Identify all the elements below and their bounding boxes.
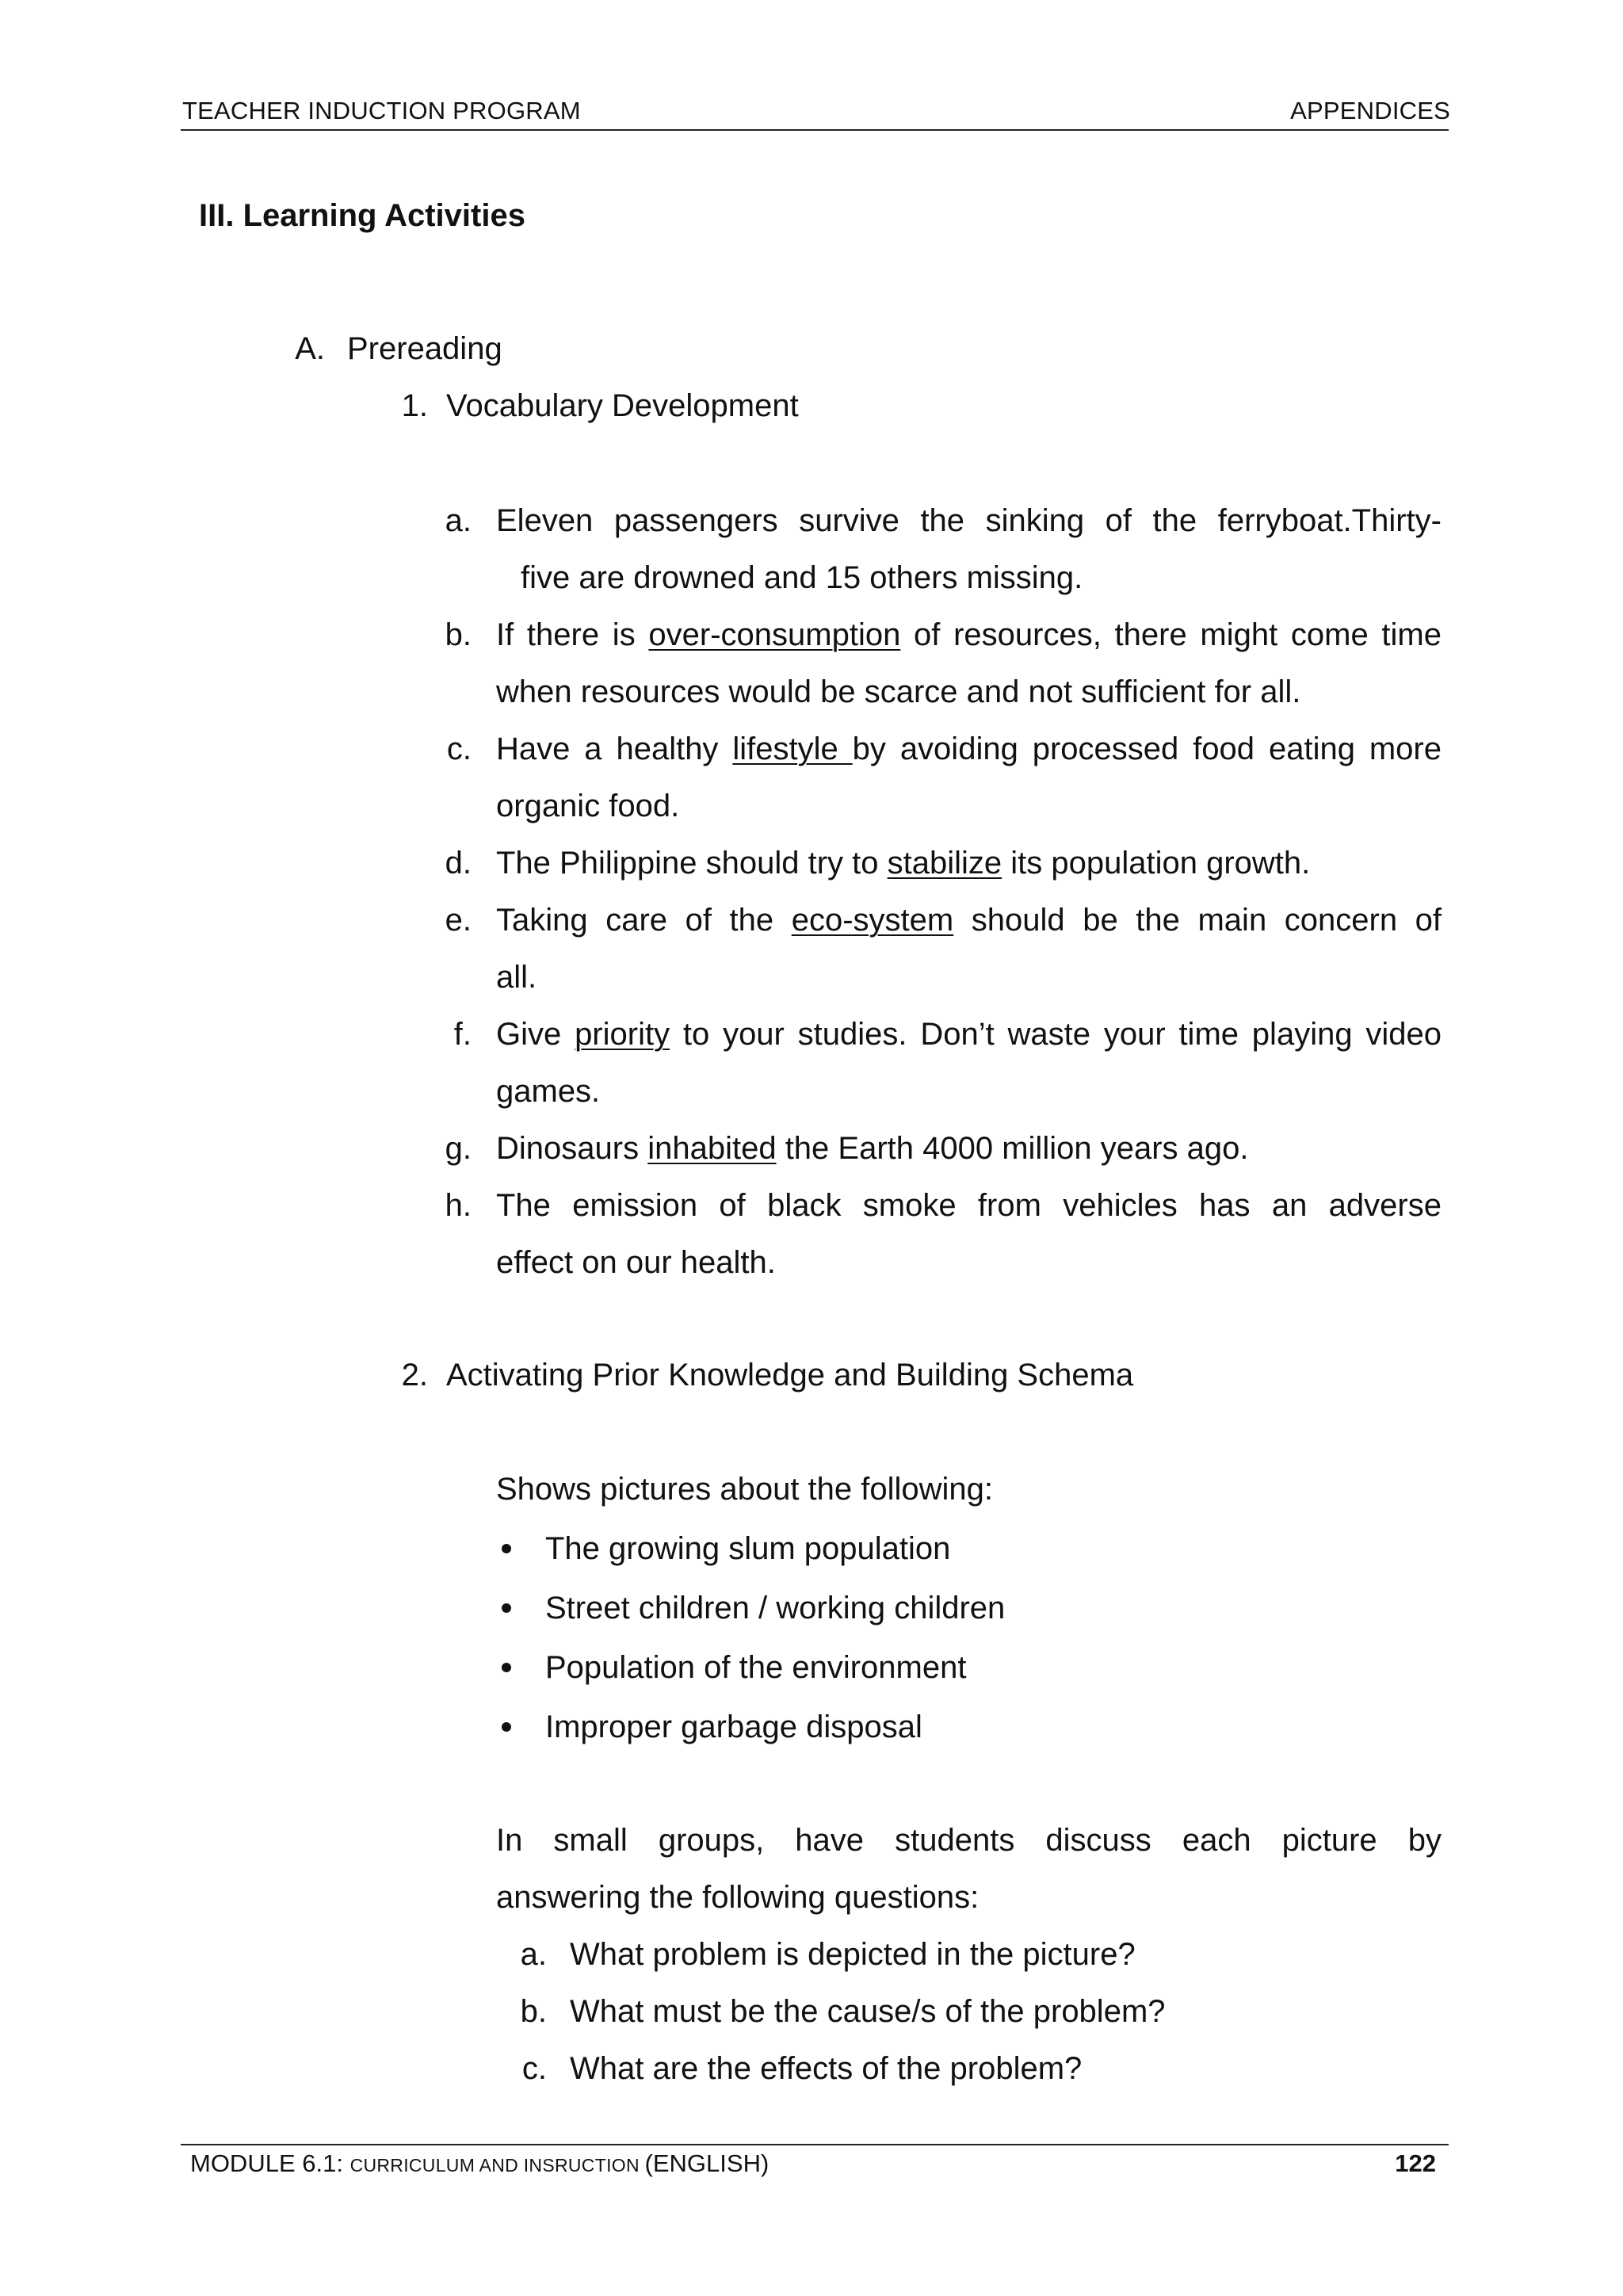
question-marker: c. <box>521 2051 547 2086</box>
header-program-title: TEACHER INDUCTION PROGRAM <box>182 97 581 124</box>
vocab-item-c-line2: organic food. <box>496 789 680 823</box>
bullet-dot <box>502 1722 511 1732</box>
bullet-item: Population of the environment <box>545 1650 967 1685</box>
vocab-word-underlined: over-consumption <box>648 617 901 652</box>
header-rule <box>181 129 1449 131</box>
vocab-item-marker: f. <box>453 1017 472 1052</box>
bullet-item: The growing slum population <box>545 1531 951 1566</box>
discussion-paragraph-line1: In small groups, have students discuss each picture by <box>496 1823 1442 1858</box>
discussion-paragraph-line2: answering the following questions: <box>496 1880 980 1915</box>
question-marker: a. <box>520 1937 547 1972</box>
vocab-item-marker: c. <box>446 732 472 766</box>
vocab-item-b-line1: If there is over-consumption of resources, there might come time <box>496 617 1442 652</box>
activating-marker: 2. <box>401 1358 428 1392</box>
vocab-item-e-line2: all. <box>496 960 537 995</box>
vocab-item-marker: e. <box>445 903 472 938</box>
vocab-word-underlined: inhabited <box>647 1131 777 1166</box>
question-item: What are the effects of the problem? <box>570 2051 1083 2086</box>
footer-module-label: MODULE 6.1: CURRICULUM AND INSRUCTION (ENGLISH) <box>190 2149 769 2177</box>
vocab-item-g-line1: Dinosaurs inhabited the Earth 4000 million years ago. <box>496 1131 1249 1166</box>
bullet-item: Street children / working children <box>545 1591 1006 1626</box>
vocab-item-c-line1: Have a healthy lifestyle by avoiding processed food eating more <box>496 732 1442 766</box>
activating-heading: Activating Prior Knowledge and Building Schema <box>446 1358 1134 1392</box>
section-title: III. Learning Activities <box>199 198 525 233</box>
vocab-item-marker: a. <box>445 503 472 538</box>
vocab-item-a-line1: Eleven passengers survive the sinking of the ferryboat.Thirty- <box>496 503 1442 538</box>
activating-intro: Shows pictures about the following: <box>496 1472 994 1507</box>
bullet-dot <box>502 1603 511 1613</box>
vocab-item-marker: h. <box>445 1188 472 1223</box>
header-section-label: APPENDICES <box>1290 97 1450 124</box>
vocab-item-a-line2: five are drowned and 15 others missing. <box>521 560 1083 595</box>
question-marker: b. <box>520 1994 547 2029</box>
vocab-item-h-line2: effect on our health. <box>496 1245 776 1280</box>
vocab-item-d-line1: The Philippine should try to stabilize its population growth. <box>496 846 1311 881</box>
footer-rule <box>181 2144 1449 2145</box>
vocab-item-e-line1: Taking care of the eco-system should be the main concern of <box>496 903 1442 938</box>
page-number: 122 <box>1395 2149 1436 2177</box>
vocab-item-b-line2: when resources would be scarce and not sufficient for all. <box>496 674 1301 709</box>
bullet-dot <box>502 1544 511 1553</box>
vocab-item-marker: b. <box>445 617 472 652</box>
vocab-word-underlined: lifestyle <box>732 732 853 766</box>
prereading-heading: Prereading <box>347 331 502 366</box>
question-item: What must be the cause/s of the problem? <box>570 1994 1166 2029</box>
vocab-marker: 1. <box>401 388 428 423</box>
vocab-item-f-line1: Give priority to your studies. Don’t waste your time playing video <box>496 1017 1442 1052</box>
vocab-heading: Vocabulary Development <box>446 388 799 423</box>
prereading-marker: A. <box>295 331 325 366</box>
vocab-word-underlined: eco-system <box>791 903 954 938</box>
bullet-item: Improper garbage disposal <box>545 1710 922 1744</box>
vocab-item-f-line2: games. <box>496 1074 601 1109</box>
vocab-word-underlined: priority <box>575 1017 670 1052</box>
question-item: What problem is depicted in the picture? <box>570 1937 1136 1972</box>
bullet-dot <box>502 1663 511 1672</box>
vocab-item-marker: d. <box>445 846 472 881</box>
vocab-item-marker: g. <box>445 1131 472 1166</box>
vocab-word-underlined: stabilize <box>887 846 1002 881</box>
vocab-item-h-line1: The emission of black smoke from vehicles has an adverse <box>496 1188 1442 1223</box>
